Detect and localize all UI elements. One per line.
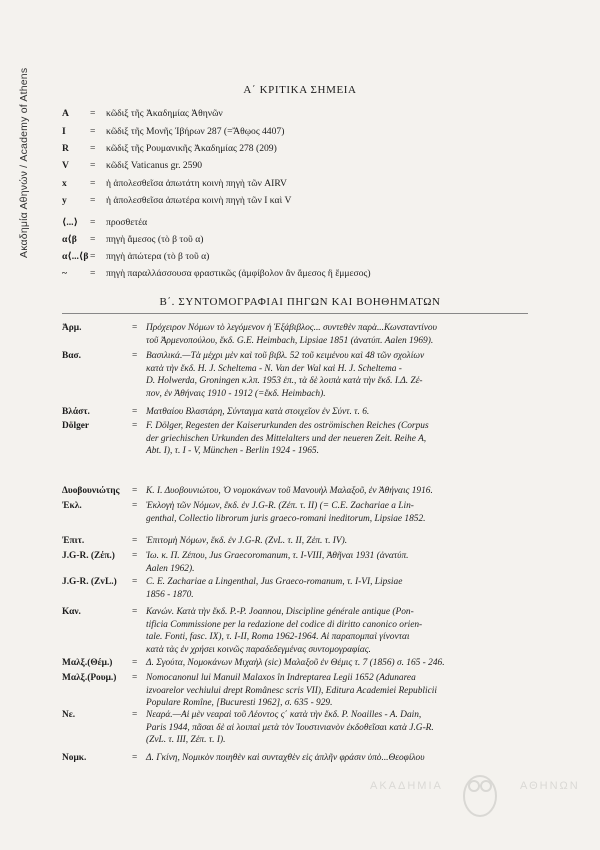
abbreviation-line: Nomocanonul lui Manuil Malaxos în Indreptarea Legii 1652 (Adunarea	[146, 673, 416, 683]
abbreviation-text	[146, 485, 532, 498]
abbreviation-line: τοῦ Ἀρμενοπούλου, ἔκδ. G.E. Heimbach, Lipsiae 1851 (ἀνατύπ. Aalen 1969).	[146, 335, 434, 346]
abbreviation-line: Populare Romîne, [Bucuresti 1962], σ. 635 - 929.	[146, 698, 333, 709]
equals-sign: =	[132, 351, 138, 361]
abbreviation-key: Μαλξ.(Ρουμ.)	[62, 673, 117, 683]
equals-sign: =	[132, 421, 138, 431]
abbreviation-key: J.G-R. (Ζέπ.)	[62, 551, 115, 561]
critical-sign-row	[62, 178, 287, 189]
abbreviation-key: Μαλξ.(Θέμ.)	[62, 658, 113, 668]
abbreviation-line: Κανών. Κατὰ τὴν ἔκδ. P.-P. Joannou, Discipline générale antique (Pon-	[146, 607, 414, 617]
abbreviation-line: Νεαρά.—Αἱ μὲν νεαραὶ τοῦ Λέοντος ς΄ κατὰ τὴν ἔκδ. P. Noailles - A. Dain,	[146, 710, 422, 720]
abbreviation-entry	[62, 485, 532, 498]
sign-description: πηγὴ ἀπώτερα (τὸ β τοῦ α)	[106, 251, 210, 262]
critical-sign-row	[62, 268, 371, 279]
equals-sign: =	[132, 607, 138, 617]
abbreviation-line: Ἐκλογὴ τῶν Νόμων, ἔκδ. ἐν J.G-R. (Ζέπ. τ. II) (= C.E. Zachariae a Lin-	[146, 501, 414, 511]
sign-description: πηγὴ παραλλάσσουσα φραστικῶς (ἀμφίβολον ἂν ἄμεσος ἢ ἔμμεσος)	[106, 268, 371, 279]
equals-sign: =	[132, 536, 138, 546]
abbreviation-entry	[62, 606, 532, 656]
abbreviation-text	[146, 606, 532, 656]
critical-sign-row	[62, 251, 209, 262]
equals-sign: =	[90, 251, 96, 262]
sign-code: α⟨...⟨β	[62, 251, 89, 262]
equals-sign: =	[90, 195, 96, 206]
abbreviation-line: D. Holwerda, Groningen κ.λπ. 1953 ἑπ., τὰ δὲ λοιπὰ κατὰ τὴν ἔκδ. Ι.Δ. Ζέ-	[146, 376, 423, 387]
critical-sign-row	[62, 234, 203, 245]
sign-code: R	[62, 143, 69, 154]
side-label: Ακαδημία Αθηνών / Academy of Athens	[18, 67, 30, 258]
abbreviation-entry	[62, 350, 532, 400]
abbreviation-text	[146, 672, 532, 710]
equals-sign: =	[132, 577, 138, 587]
abbreviation-key: Νε.	[62, 710, 76, 720]
critical-sign-row	[62, 108, 223, 119]
sign-description: κῶδιξ τῆς Μονῆς Ἰβήρων 287 (=Ἄθῳος 4407)	[106, 126, 285, 137]
abbreviation-line: Ματθαίου Βλαστάρη, Σύνταγμα κατὰ στοιχεῖον ἐν Σύντ. τ. 6.	[146, 407, 370, 417]
sign-code: x	[62, 178, 67, 189]
sign-code: A	[62, 108, 69, 119]
abbreviation-entry	[62, 576, 532, 601]
abbreviation-key: Βασ.	[62, 351, 81, 361]
equals-sign: =	[132, 551, 138, 561]
abbreviation-text	[146, 576, 532, 601]
critical-sign-row	[62, 160, 202, 171]
section-a-title: Α΄ ΚΡΙΤΙΚΑ ΣΗΜΕΙΑ	[243, 84, 357, 96]
abbreviation-line: Βασιλικά.—Τὰ μέχρι μὲν καὶ τοῦ βιβλ. 52 τοῦ κειμένου καὶ 48 τῶν σχολίων	[146, 351, 425, 361]
sign-code: V	[62, 160, 69, 171]
equals-sign: =	[132, 501, 138, 511]
abbreviation-line: Abt. I), τ. I - V, München - Berlin 1924 - 1965.	[146, 446, 319, 457]
abbreviation-entry	[62, 709, 532, 747]
abbreviation-text	[146, 420, 532, 458]
equals-sign: =	[132, 710, 138, 720]
abbreviation-entry	[62, 420, 532, 458]
sign-description: προσθετέα	[106, 217, 148, 228]
abbreviation-text	[146, 500, 532, 525]
abbreviation-line: κατὰ τὴν ἔκδ. H. J. Scheltema - N. Van der Wal καὶ H. J. Scheltema -	[146, 363, 402, 374]
equals-sign: =	[90, 126, 96, 137]
abbreviation-line: tificia Commissione per la redazione del codice di diritto canonico orien-	[146, 619, 423, 630]
abbreviation-entry	[62, 535, 532, 548]
abbreviation-text	[146, 322, 532, 347]
sign-description: πηγὴ ἄμεσος (τὸ β τοῦ α)	[106, 234, 204, 245]
abbreviation-line: Paris 1944, πᾶσαι δὲ αἱ λοιπαὶ μετὰ τὸν Ἰουστινιανὸν ἐκδοθεῖσαι κατὰ J.G-R.	[146, 722, 434, 733]
sign-description: κῶδιξ Vaticanus gr. 2590	[106, 160, 203, 171]
abbreviation-key: Ἐκλ.	[62, 501, 82, 511]
abbreviation-entry	[62, 406, 532, 419]
sign-description: ἡ ἀπολεσθεῖσα ἀπωτάτη κοινὴ πηγὴ τῶν AIRV	[106, 178, 287, 189]
abbreviation-text	[146, 657, 532, 670]
abbreviation-line: tale. Fonti, fasc. IX), τ. I-II, Roma 1962-1964. Αἱ παραπομπαὶ γίνονται	[146, 632, 410, 643]
abbreviation-entry	[62, 550, 532, 575]
critical-sign-row	[62, 143, 277, 154]
watermark-right-text: ΑΘΗΝΩΝ	[520, 780, 580, 792]
owl-icon	[450, 762, 510, 822]
equals-sign: =	[132, 323, 138, 333]
abbreviation-line: genthal, Collectio librorum juris graeco-romani ineditorum, Lipsiae 1852.	[146, 513, 426, 524]
equals-sign: =	[90, 108, 96, 119]
equals-sign: =	[90, 234, 96, 245]
abbreviation-line: Ἰω. κ. Π. Ζέπου, Jus Graecoromanum, τ. I-VIII, Ἀθῆναι 1931 (ἀνατύπ.	[146, 551, 409, 561]
equals-sign: =	[90, 160, 96, 171]
abbreviation-key: Ἁρμ.	[62, 323, 82, 333]
abbreviation-key: Βλάστ.	[62, 407, 90, 417]
academy-watermark	[360, 762, 600, 822]
equals-sign: =	[90, 217, 96, 228]
abbreviation-text	[146, 550, 532, 575]
abbreviation-line: izvoarelor vechiului drept Românesc scris VII), Editura Academiei Republicii	[146, 685, 437, 696]
sign-code: I	[62, 126, 66, 137]
equals-sign: =	[132, 486, 138, 496]
abbreviation-entry	[62, 322, 532, 347]
abbreviation-line: C. E. Zachariae a Lingenthal, Jus Graeco-romanum, τ. I-VI, Lipsiae	[146, 577, 403, 587]
equals-sign: =	[90, 143, 96, 154]
abbreviation-line: 1856 - 1870.	[146, 589, 194, 600]
critical-sign-row	[62, 195, 291, 206]
section-divider	[62, 313, 528, 314]
sign-code: α⟨β	[62, 234, 77, 245]
section-b-title: Β΄. ΣΥΝΤΟΜΟΓΡΑΦΙΑΙ ΠΗΓΩΝ ΚΑΙ ΒΟΗΘΗΜΑΤΩΝ	[159, 296, 441, 308]
abbreviation-key: J.G-R. (ZvL.)	[62, 577, 117, 587]
equals-sign: =	[132, 753, 138, 763]
sign-code: ⟨...⟩	[62, 217, 78, 228]
abbreviation-key: Νομκ.	[62, 753, 87, 763]
abbreviation-line: κατὰ τὰς ἐν χρήσει κοινῶς παραδεδεγμένας συντομογραφίας.	[146, 644, 371, 655]
sign-code: y	[62, 195, 67, 206]
abbreviation-line: der griechischen Urkunden des Mittelalters und der neueren Zeit. Reihe A,	[146, 433, 427, 444]
abbreviation-line: πον, ἐν Ἀθήναις 1910 - 1912 (=ἔκδ. Heimbach).	[146, 388, 326, 399]
abbreviation-key: Ἐπιτ.	[62, 536, 85, 546]
abbreviation-line: Δ. Γκίνη, Νομικὸν ποιηθὲν καὶ συνταχθὲν εἰς ἁπλῆν φράσιν ὑπὸ...Θεοφίλου	[146, 753, 425, 763]
abbreviation-text	[146, 535, 532, 548]
sign-description: ἡ ἀπολεσθεῖσα ἀπωτέρα κοινὴ πηγὴ τῶν I καὶ V	[106, 195, 292, 206]
equals-sign: =	[90, 178, 96, 189]
abbreviation-line: Aalen 1962).	[146, 563, 195, 574]
critical-sign-row	[62, 217, 147, 228]
abbreviation-line: Δ. Σγούτα, Νομοκάνων Μιχαὴλ (sic) Μαλαξοῦ ἐν Θέμις τ. 7 (1856) σ. 165 - 246.	[146, 658, 445, 668]
sign-description: κῶδιξ τῆς Ρουμανικῆς Ἀκαδημίας 278 (209)	[106, 143, 277, 154]
abbreviation-key: Dölger	[62, 421, 90, 431]
abbreviation-text	[146, 406, 532, 419]
abbreviation-entry	[62, 672, 532, 710]
critical-sign-row	[62, 126, 284, 137]
abbreviation-text	[146, 350, 532, 400]
abbreviation-line: F. Dölger, Regesten der Kaiserurkunden des oströmischen Reiches (Corpus	[146, 421, 429, 431]
abbreviation-line: Ἐπιτομὴ Νόμων, ἔκδ. ἐν J.G-R. (ZvL. τ. II, Ζέπ. τ. IV).	[146, 536, 348, 546]
abbreviation-key: Δυοβουνιώτης	[62, 486, 120, 496]
sign-code: ~	[62, 268, 67, 279]
equals-sign: =	[132, 658, 138, 668]
abbreviation-entry	[62, 500, 532, 525]
abbreviation-line: Πρόχειρον Νόμων τὸ λεγόμενον ἡ Ἑξάβιβλος... συντεθὲν παρὰ...Κωνσταντίνου	[146, 323, 437, 333]
abbreviation-entry	[62, 657, 532, 670]
abbreviation-line: Κ. Ι. Δυοβουνιώτου, Ὁ νομοκάνων τοῦ Μανουὴλ Μαλαξοῦ, ἐν Ἀθήναις 1916.	[146, 486, 433, 496]
equals-sign: =	[132, 673, 138, 683]
equals-sign: =	[132, 407, 138, 417]
equals-sign: =	[90, 268, 96, 279]
abbreviation-key: Καν.	[62, 607, 81, 617]
sign-description: κῶδιξ τῆς Ἀκαδημίας Ἀθηνῶν	[106, 108, 223, 119]
abbreviation-line: (ZvL. τ. III, Ζέπ. τ. I).	[146, 735, 226, 746]
abbreviation-text	[146, 709, 532, 747]
watermark-left-text: ΑΚΑΔΗΜΙΑ	[370, 780, 443, 792]
